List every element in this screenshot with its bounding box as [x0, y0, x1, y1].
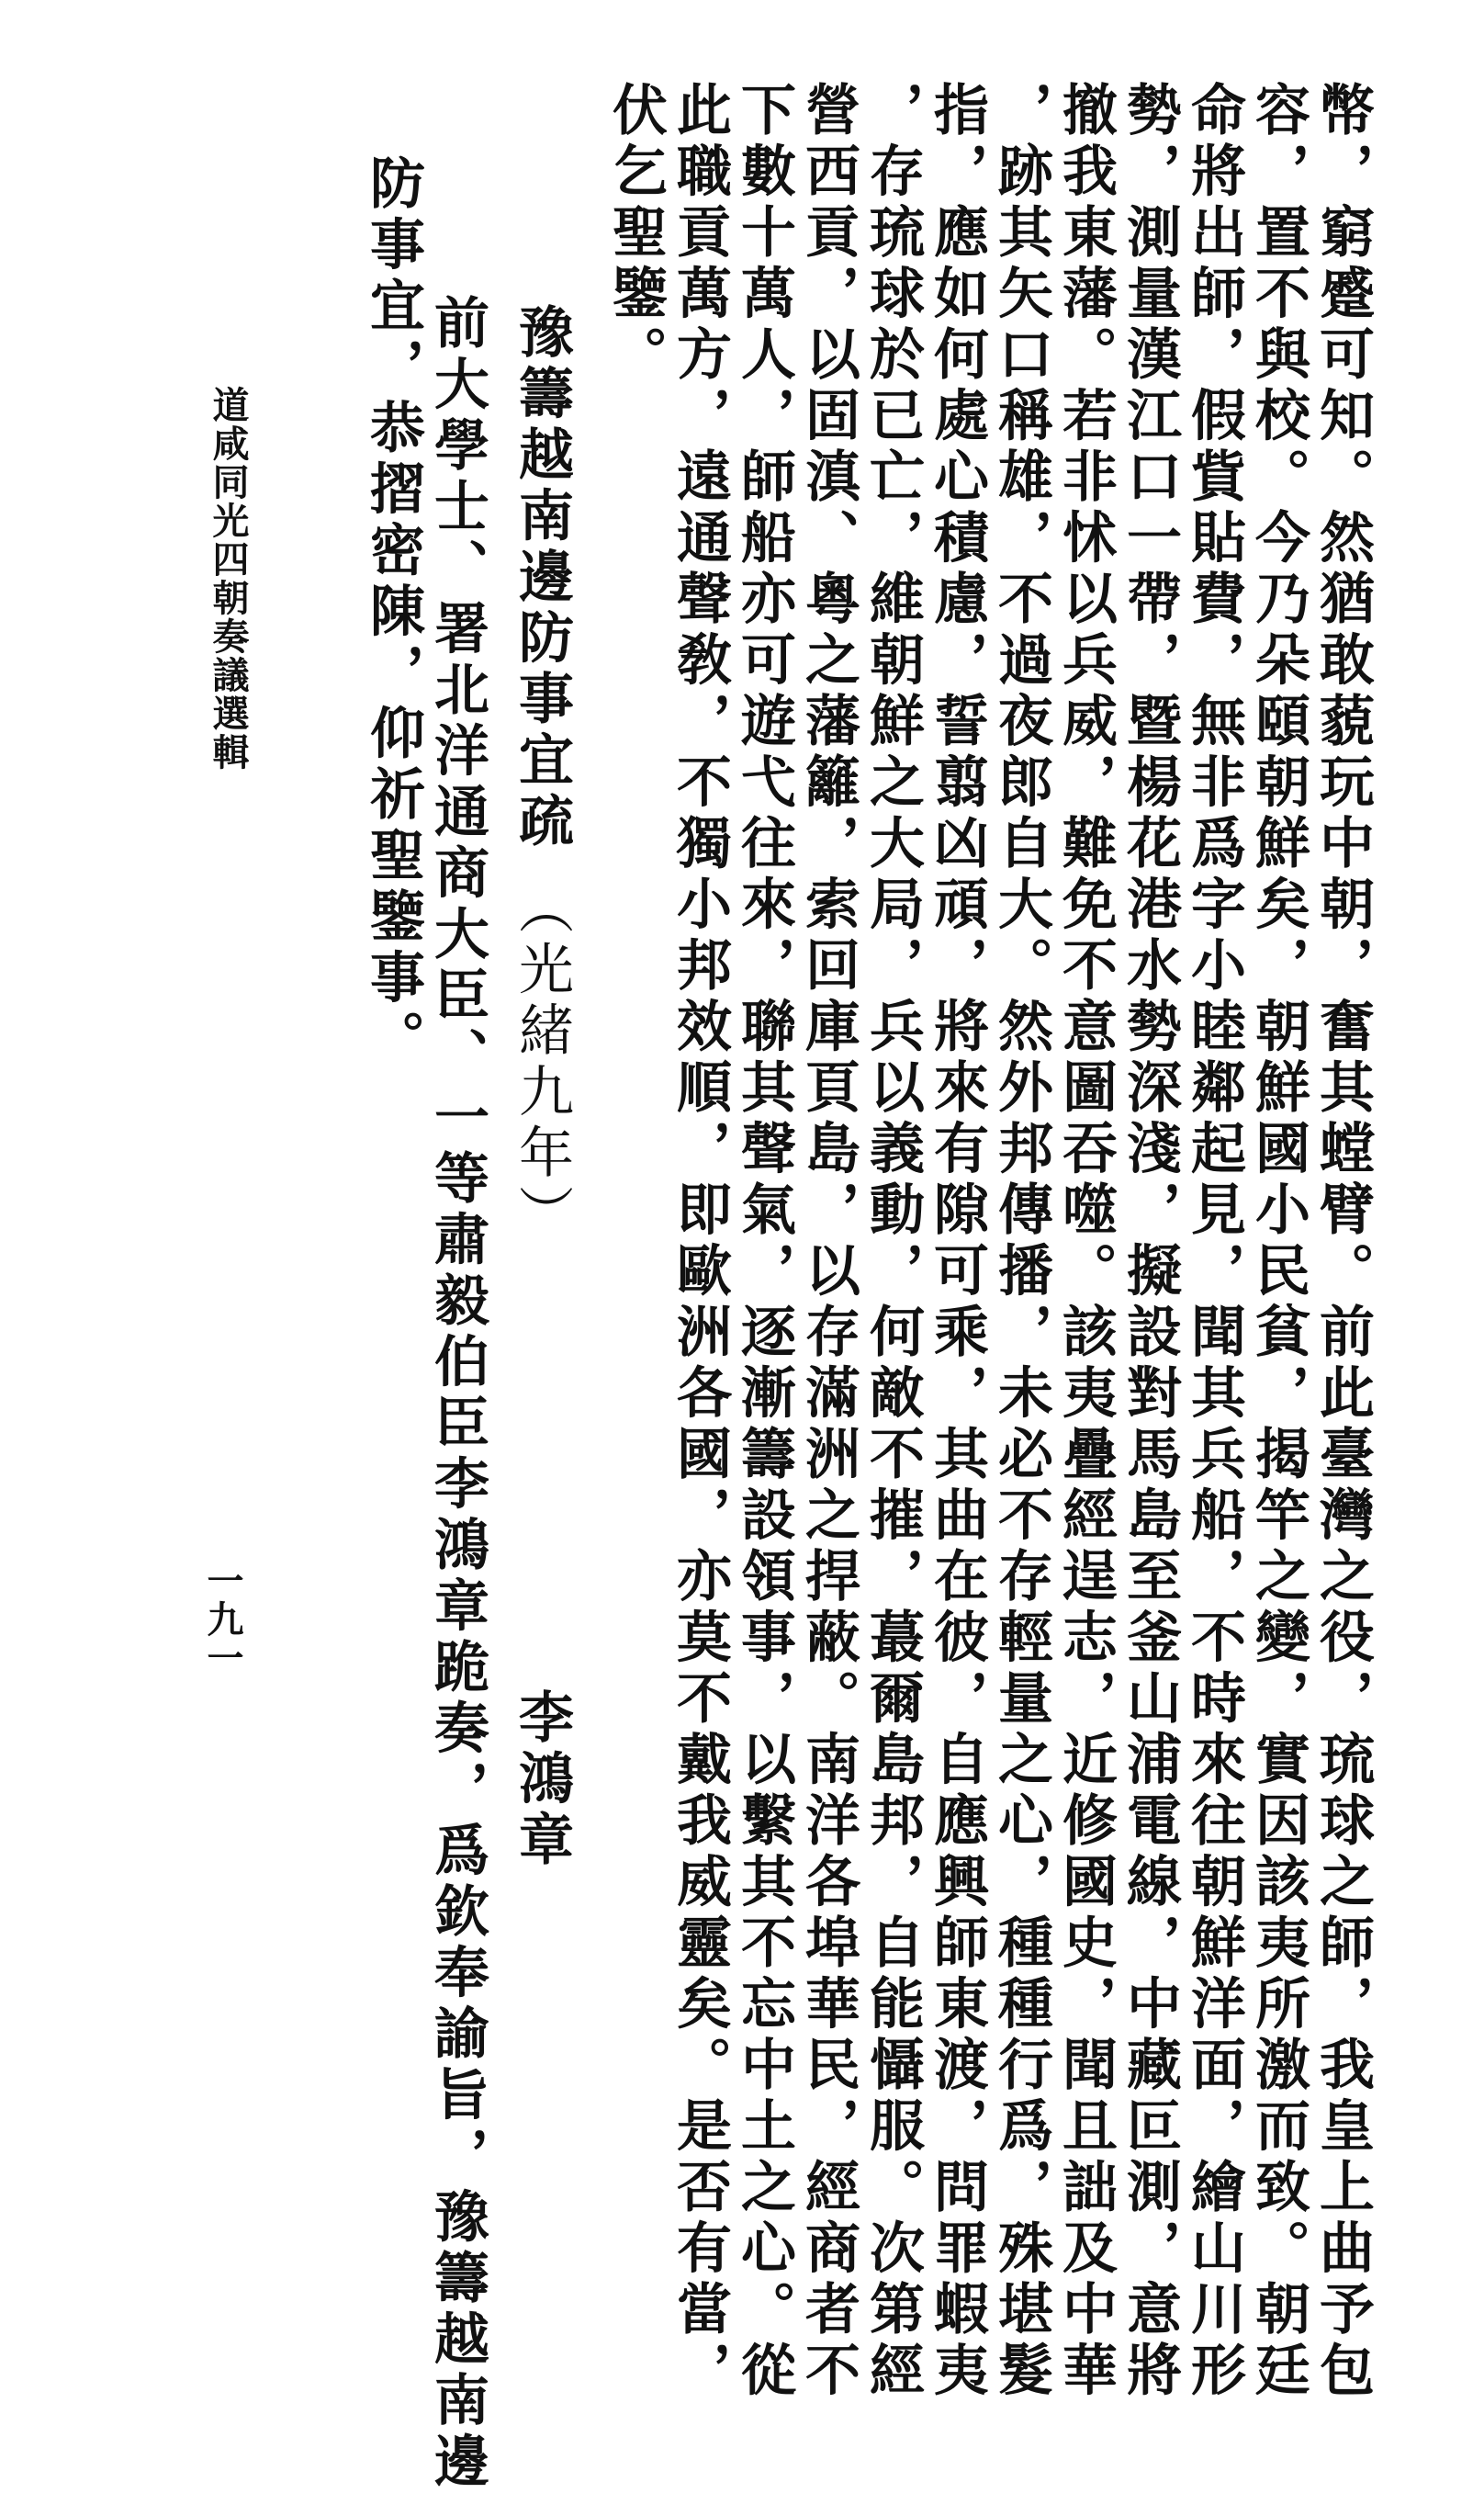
memorial-line-2: 防事宜，恭摺密陳，仰祈聖鑒事。 — [361, 154, 425, 1071]
memorial-title-date: （光緒九年） — [510, 878, 574, 1246]
body-column-6: ，跡其矢口稱雄，不過夜郎自大。然外邦傳播，未必不存輕量之心，種種行爲，殊堪髮 — [989, 81, 1053, 2402]
body-column-9: 營西貢，以固滇、粵之藩籬，索回庫頁島，以存滿洲之捍蔽。南洋各埠華民，經商者不 — [796, 81, 860, 2402]
body-column-3: 命將出師，假貲貼費，無非爲字小睦鄰起見，聞其兵船，不時來往朝鮮洋面，繪山川形 — [1182, 81, 1246, 2402]
page-number: 一九一 — [201, 1562, 244, 1677]
body-column-5: 撤我東藩。若非怵以兵威，難免不意圖吞噬。該夷疊經逞志，近修國史，聞且詘及中華 — [1053, 81, 1118, 2402]
memorial-title: 豫籌越南邊防事宜疏 — [510, 303, 574, 853]
body-column-10: 下數十萬人，師船亦可遊弋往來，聯其聲氣，逐漸籌設領事，以繫其不忘中土之心。從 — [732, 81, 796, 2402]
body-column-8: ，存琉球於已亡，維朝鮮之大局，兵以義動，何敵不摧，蕞爾島邦，自能懾服。次第經 — [860, 81, 925, 2402]
author-name: 李鴻章 — [510, 1688, 574, 1872]
body-column-11: 此職貢萬方，遠通聲敎，不獨小邦效順，即歐洲各國，亦莫不戴我威靈矣。是否有當， — [668, 81, 732, 2402]
body-column-1: 幣，窮蹙可知。然猶敢藐玩中朝，奮其螳臂。前此臺灣之役，琉球之師，我皇上曲予包 — [1310, 81, 1375, 2402]
memorial-line-1: 前大學士、署北洋通商大臣、一等肅毅伯臣李鴻章跪奏，爲欽奉諭旨，豫籌越南邊 — [425, 294, 489, 2493]
body-column-7: 指，應如何處心積慮，誓翦凶頑，將來有隙可乘，其曲在彼，自應興師東渡，問罪蝦夷 — [925, 81, 989, 2402]
memorial-title-column — [510, 303, 574, 1246]
book-title: 道咸同光四朝奏議選輯 — [207, 386, 250, 772]
body-column-12: 伏乞聖鑒。 — [603, 81, 668, 387]
body-column-4: 勢，測量漢江口一帶，暨楊花港水勢深淺，擬設對馬島至釜山浦電線，中藏叵測，意將 — [1118, 81, 1182, 2402]
body-column-2: 容，置不與校。今乃朵頤朝鮮矣，朝鮮國小民貧，揭竿之變，實因該夷所激而致。朝廷 — [1246, 81, 1310, 2402]
